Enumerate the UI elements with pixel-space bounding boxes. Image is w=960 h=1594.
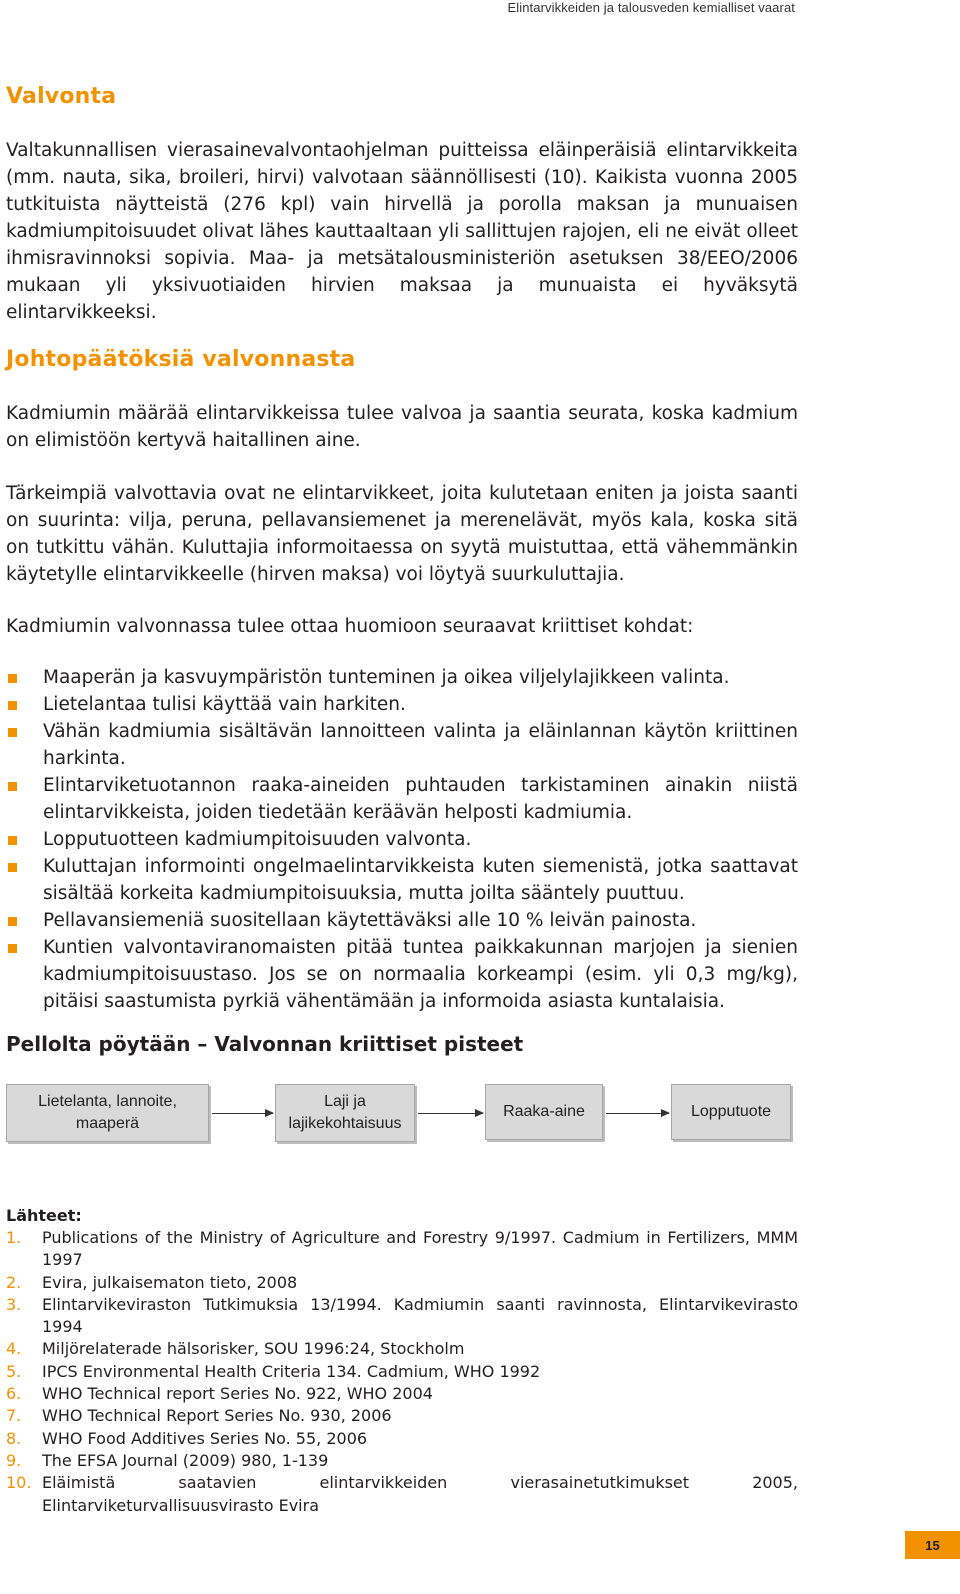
section-title-johtopaatoksia: Johtopäätöksiä valvonnasta	[6, 347, 356, 372]
source-item: 5. IPCS Environmental Health Criteria 134. Cadmium, WHO 1992	[6, 1361, 541, 1381]
square-bullet-icon	[8, 917, 17, 926]
list-item: Kuntien valvontaviranomaisten pitää tuntea paikkakunnan marjojen ja sienien kadmiumpitoisuustaso. Jos se on normaalia korkeampi (esim. yli 0,3 mg/kg), pitäisi saastumista pyrkiä vähentämään ja informoida asiasta kuntalaisia.	[6, 934, 798, 1015]
flow-box-lopputuote: Lopputuote	[671, 1084, 791, 1140]
square-bullet-icon	[8, 863, 17, 872]
list-item: Kuluttajan informointi ongelmaelintarvikkeista kuten siemenistä, jotka saattavat sisältää korkeita kadmiumpitoisuuksia, mutta joilta sääntely puuttuu.	[6, 853, 798, 907]
flow-box-laji: Laji ja lajikekohtaisuus	[275, 1084, 415, 1142]
diagram-title: Pellolta pöytään – Valvonnan kriittiset pisteet	[6, 1032, 524, 1056]
flow-box-lietelanta: Lietelanta, lannoite, maaperä	[6, 1084, 209, 1142]
sources-list	[6, 1227, 798, 1517]
source-item: 8. WHO Food Additives Series No. 55, 2006	[6, 1428, 368, 1448]
arrow-icon	[212, 1113, 273, 1114]
source-item: 6. WHO Technical report Series No. 922, WHO 2004	[6, 1384, 433, 1404]
source-item: 1. Publications of the Ministry of Agriculture and Forestry 9/1997. Cadmium in Fertilizers, MMM 1997	[6, 1228, 798, 1270]
list-item: Maaperän ja kasvuympäristön tunteminen ja oikea viljelylajikkeen valinta.	[6, 664, 798, 691]
paragraph-johtopaatoksia-1: Kadmiumin määrää elintarvikkeissa tulee valvoa ja saantia seurata, koska kadmium on elimistöön kertyvä haitallinen aine.	[6, 403, 798, 451]
source-item: 9. The EFSA Journal (2009) 980, 1-139	[6, 1450, 329, 1470]
arrow-icon	[606, 1113, 669, 1114]
arrow-icon	[418, 1113, 483, 1114]
square-bullet-icon	[8, 728, 17, 737]
square-bullet-icon	[8, 944, 17, 953]
page-number: 15	[905, 1531, 960, 1559]
square-bullet-icon	[8, 782, 17, 791]
critical-points-list	[6, 664, 798, 1015]
paragraph-valvonta: Valtakunnallisen vierasainevalvontaohjelman puitteissa eläinperäisiä elintarvikkeita (mm. nauta, sika, broileri, hirvi) valvotaan säännöllisesti (10). Kaikista vuonna 2005 tutkituista näytteistä (276 kpl) vain hirvellä ja porolla maksan ja munuaisen kadmiumpitoisuudet olivat lähes kauttaaltaan yli sallittujen rajojen, eli ne eivät olleet ihmisravinnoksi sopivia. Maa- ja metsätalousministeriön asetuksen 38/EEO/2006 mukaan yli yksivuotiaiden hirvien maksaa ja munuaista ei hyväksytä elintarvikkeeksi.	[6, 140, 798, 323]
square-bullet-icon	[8, 701, 17, 710]
list-item: Vähän kadmiumia sisältävän lannoitteen valinta ja eläinlannan käytön kriittinen harkinta.	[6, 718, 798, 772]
source-item: 10. Eläimistä saatavien elintarvikkeiden vierasainetutkimukset 2005, Elintarviketurvallisuusvirasto Evira	[6, 1473, 798, 1515]
source-item: 3. Elintarvikeviraston Tutkimuksia 13/1994. Kadmiumin saanti ravinnosta, Elintarvikevirasto 1994	[6, 1294, 798, 1337]
paragraph-johtopaatoksia-3: Kadmiumin valvonnassa tulee ottaa huomioon seuraavat kriittiset kohdat:	[6, 616, 694, 637]
source-item: 4. Miljörelaterade hälsorisker, SOU 1996:24, Stockholm	[6, 1339, 465, 1359]
flow-box-raaka-aine: Raaka-aine	[485, 1084, 603, 1140]
source-item: 7. WHO Technical Report Series No. 930, 2006	[6, 1406, 392, 1426]
list-item: Elintarviketuotannon raaka-aineiden puhtauden tarkistaminen ainakin niistä elintarvikkeista, joiden tiedetään keräävän helposti kadmiumia.	[6, 772, 798, 826]
running-header: Elintarvikkeiden ja talousveden kemialliset vaarat	[507, 0, 795, 15]
source-item: 2. Evira, julkaisematon tieto, 2008	[6, 1272, 298, 1292]
list-item: Lietelantaa tulisi käyttää vain harkiten.	[6, 691, 798, 718]
sources-title: Lähteet:	[6, 1206, 82, 1225]
square-bullet-icon	[8, 674, 17, 683]
section-title-valvonta: Valvonta	[6, 84, 117, 109]
list-item: Pellavansiemeniä suositellaan käytettäväksi alle 10 % leivän painosta.	[6, 907, 798, 934]
square-bullet-icon	[8, 836, 17, 845]
list-item: Lopputuotteen kadmiumpitoisuuden valvonta.	[6, 826, 798, 853]
paragraph-johtopaatoksia-2: Tärkeimpiä valvottavia ovat ne elintarvikkeet, joita kulutetaan eniten ja joista saanti on suurinta: vilja, peruna, pellavansiemenet ja merenelävät, myös kala, koska sitä on tutkittu vähän. Kuluttajia informoitaessa on syytä muistuttaa, että vähemmänkin käytetylle elintarvikkeelle (hirven maksa) voi löytyä suurkuluttajia.	[6, 483, 798, 585]
